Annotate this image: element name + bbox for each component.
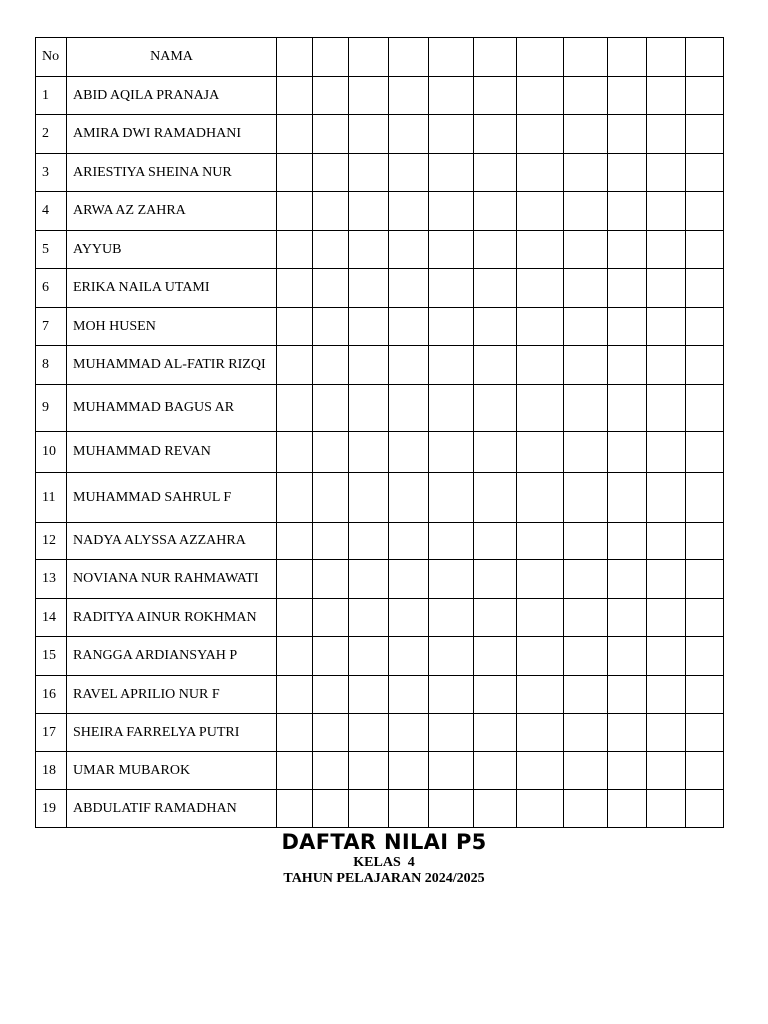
grade-cell: [517, 676, 564, 714]
grade-cell: [277, 560, 313, 599]
grade-cell: [429, 77, 474, 115]
grade-cell: [389, 473, 429, 523]
table-row: [36, 637, 724, 676]
grade-cell: [686, 523, 724, 560]
grade-cell: [647, 192, 686, 231]
table-row: [36, 269, 724, 308]
grade-cell: [474, 231, 517, 269]
grade-cell: [686, 385, 724, 432]
table-row: [36, 231, 724, 269]
grade-cell: [608, 523, 647, 560]
student-number: 5: [36, 231, 67, 269]
table-row: [36, 676, 724, 714]
student-number: 1: [36, 77, 67, 115]
grade-cell: [277, 432, 313, 473]
grade-cell: [608, 432, 647, 473]
table-row: [36, 308, 724, 346]
student-number: 6: [36, 269, 67, 308]
grade-cell: [313, 154, 349, 192]
grade-cell: [608, 676, 647, 714]
header-blank-cell: [517, 38, 564, 77]
grade-cell: [517, 599, 564, 637]
header-blank-cell: [389, 38, 429, 77]
grade-cell: [349, 599, 389, 637]
grade-cell: [349, 154, 389, 192]
student-number: 12: [36, 523, 67, 560]
grade-cell: [429, 308, 474, 346]
grade-cell: [564, 714, 608, 752]
grade-cell: [647, 308, 686, 346]
grade-cell: [647, 523, 686, 560]
grade-cell: [277, 269, 313, 308]
table-row: [36, 473, 724, 523]
grade-cell: [686, 473, 724, 523]
student-number: 4: [36, 192, 67, 231]
student-name: ABDULATIF RAMADHAN: [67, 790, 277, 828]
grade-cell: [686, 346, 724, 385]
grade-cell: [564, 346, 608, 385]
grade-cell: [686, 308, 724, 346]
grade-cell: [608, 231, 647, 269]
header-blank-cell: [647, 38, 686, 77]
grade-cell: [564, 676, 608, 714]
student-number: 14: [36, 599, 67, 637]
grade-cell: [517, 473, 564, 523]
grade-cell: [389, 599, 429, 637]
grade-cell: [429, 231, 474, 269]
grade-cell: [429, 115, 474, 154]
grade-cell: [517, 432, 564, 473]
grade-cell: [313, 77, 349, 115]
grade-cell: [474, 432, 517, 473]
grade-cell: [313, 752, 349, 790]
grade-cell: [686, 599, 724, 637]
grade-cell: [429, 714, 474, 752]
table-row: [36, 752, 724, 790]
grade-cell: [608, 115, 647, 154]
grade-cell: [313, 790, 349, 828]
grade-cell: [349, 752, 389, 790]
grade-cell: [389, 637, 429, 676]
student-number: 18: [36, 752, 67, 790]
grade-cell: [349, 308, 389, 346]
grade-cell: [474, 560, 517, 599]
header-blank-cell: [349, 38, 389, 77]
grade-cell: [517, 752, 564, 790]
grade-cell: [517, 790, 564, 828]
grade-cell: [429, 637, 474, 676]
document-title: DAFTAR NILAI P5: [281, 830, 487, 854]
grade-cell: [389, 676, 429, 714]
grade-cell: [564, 231, 608, 269]
grade-cell: [474, 523, 517, 560]
school-year-label: TAHUN PELAJARAN 2024/2025: [283, 871, 485, 886]
grade-cell: [277, 790, 313, 828]
grade-cell: [389, 115, 429, 154]
student-name: ARIESTIYA SHEINA NUR: [67, 154, 277, 192]
grade-cell: [429, 599, 474, 637]
grade-cell: [517, 269, 564, 308]
table-row: [36, 599, 724, 637]
student-name: RADITYA AINUR ROKHMAN: [67, 599, 277, 637]
grade-cell: [389, 790, 429, 828]
header-blank-cell: [277, 38, 313, 77]
grade-cell: [389, 560, 429, 599]
grade-cell: [564, 523, 608, 560]
grade-cell: [474, 77, 517, 115]
grade-cell: [686, 231, 724, 269]
student-number: 17: [36, 714, 67, 752]
grade-cell: [429, 790, 474, 828]
student-name: MUHAMMAD BAGUS AR: [67, 385, 277, 432]
student-number: 13: [36, 560, 67, 599]
grade-cell: [313, 115, 349, 154]
grade-cell: [313, 676, 349, 714]
header-blank-cell: [608, 38, 647, 77]
grade-cell: [313, 599, 349, 637]
grade-cell: [349, 637, 389, 676]
grade-cell: [429, 432, 474, 473]
student-number: 8: [36, 346, 67, 385]
grade-cell: [313, 473, 349, 523]
grade-cell: [474, 154, 517, 192]
grade-cell: [349, 523, 389, 560]
grade-cell: [474, 714, 517, 752]
grade-cell: [686, 560, 724, 599]
grade-cell: [474, 308, 517, 346]
header-blank-cell: [313, 38, 349, 77]
table-row: [36, 115, 724, 154]
grade-cell: [517, 77, 564, 115]
grade-cell: [608, 752, 647, 790]
grade-cell: [608, 269, 647, 308]
student-number: 19: [36, 790, 67, 828]
grade-cell: [647, 154, 686, 192]
grade-cell: [313, 269, 349, 308]
student-number: 3: [36, 154, 67, 192]
grade-cell: [389, 432, 429, 473]
student-name: SHEIRA FARRELYA PUTRI: [67, 714, 277, 752]
grade-cell: [277, 523, 313, 560]
grade-cell: [389, 523, 429, 560]
student-name: MOH HUSEN: [67, 308, 277, 346]
grade-cell: [564, 192, 608, 231]
grade-cell: [608, 192, 647, 231]
grade-cell: [277, 473, 313, 523]
grade-cell: [277, 714, 313, 752]
grade-cell: [389, 714, 429, 752]
grade-cell: [313, 192, 349, 231]
grade-cell: [564, 154, 608, 192]
student-number: 2: [36, 115, 67, 154]
grade-cell: [517, 115, 564, 154]
grade-cell: [429, 473, 474, 523]
grade-cell: [564, 308, 608, 346]
grade-cell: [517, 523, 564, 560]
grade-cell: [517, 637, 564, 676]
grade-cell: [474, 115, 517, 154]
grade-cell: [313, 714, 349, 752]
grade-cell: [647, 790, 686, 828]
grade-cell: [608, 154, 647, 192]
student-name: ERIKA NAILA UTAMI: [67, 269, 277, 308]
grade-cell: [608, 637, 647, 676]
student-number: 16: [36, 676, 67, 714]
grade-cell: [349, 346, 389, 385]
student-name: MUHAMMAD REVAN: [67, 432, 277, 473]
grade-cell: [474, 269, 517, 308]
grade-cell: [429, 676, 474, 714]
grade-cell: [277, 637, 313, 676]
student-name: NOVIANA NUR RAHMAWATI: [67, 560, 277, 599]
header-blank-cell: [686, 38, 724, 77]
student-name: AYYUB: [67, 231, 277, 269]
grade-cell: [389, 308, 429, 346]
grade-cell: [313, 308, 349, 346]
grade-cell: [647, 676, 686, 714]
grade-cell: [564, 473, 608, 523]
student-name: MUHAMMAD AL-FATIR RIZQI: [67, 346, 277, 385]
grade-cell: [608, 346, 647, 385]
student-number: 10: [36, 432, 67, 473]
grade-cell: [474, 752, 517, 790]
student-name: NADYA ALYSSA AZZAHRA: [67, 523, 277, 560]
grade-cell: [389, 154, 429, 192]
grade-cell: [389, 77, 429, 115]
student-number: 15: [36, 637, 67, 676]
grade-cell: [608, 385, 647, 432]
grade-cell: [389, 231, 429, 269]
grade-cell: [389, 192, 429, 231]
grade-cell: [647, 346, 686, 385]
table-row: [36, 790, 724, 828]
grade-cell: [608, 308, 647, 346]
grade-cell: [277, 752, 313, 790]
grade-cell: [389, 346, 429, 385]
header-no: No: [36, 38, 67, 77]
grade-cell: [647, 269, 686, 308]
grade-cell: [564, 269, 608, 308]
grade-cell: [349, 714, 389, 752]
grade-cell: [313, 432, 349, 473]
grade-cell: [429, 560, 474, 599]
grade-cell: [517, 560, 564, 599]
grade-cell: [277, 346, 313, 385]
student-number: 7: [36, 308, 67, 346]
grade-cell: [313, 385, 349, 432]
grade-cell: [277, 231, 313, 269]
grade-cell: [474, 637, 517, 676]
grade-cell: [647, 637, 686, 676]
table-row: [36, 432, 724, 473]
grade-cell: [517, 192, 564, 231]
table-row: [36, 77, 724, 115]
grade-cell: [608, 714, 647, 752]
grade-cell: [647, 231, 686, 269]
grade-cell: [517, 231, 564, 269]
grade-cell: [564, 432, 608, 473]
grade-cell: [564, 637, 608, 676]
grade-cell: [474, 192, 517, 231]
grade-cell: [474, 385, 517, 432]
grade-cell: [686, 154, 724, 192]
grade-cell: [686, 192, 724, 231]
table-row: [36, 714, 724, 752]
grade-cell: [608, 473, 647, 523]
header-nama: NAMA: [67, 38, 277, 77]
student-name: RANGGA ARDIANSYAH P: [67, 637, 277, 676]
grade-cell: [429, 269, 474, 308]
grade-cell: [647, 714, 686, 752]
grade-cell: [474, 599, 517, 637]
grade-cell: [564, 115, 608, 154]
student-number: 11: [36, 473, 67, 523]
grade-cell: [686, 752, 724, 790]
grade-cell: [349, 432, 389, 473]
grade-cell: [474, 790, 517, 828]
grade-cell: [277, 676, 313, 714]
student-name: UMAR MUBAROK: [67, 752, 277, 790]
grade-cell: [608, 599, 647, 637]
grade-cell: [564, 790, 608, 828]
grade-cell: [647, 560, 686, 599]
grade-cell: [429, 523, 474, 560]
grade-cell: [313, 523, 349, 560]
grade-cell: [389, 752, 429, 790]
grade-cell: [608, 790, 647, 828]
grade-cell: [474, 676, 517, 714]
grade-cell: [313, 231, 349, 269]
grade-cell: [564, 385, 608, 432]
student-name: MUHAMMAD SAHRUL F: [67, 473, 277, 523]
grade-cell: [517, 714, 564, 752]
student-name: ARWA AZ ZAHRA: [67, 192, 277, 231]
grade-cell: [313, 560, 349, 599]
grade-cell: [389, 269, 429, 308]
grade-cell: [647, 599, 686, 637]
grade-cell: [349, 560, 389, 599]
grade-cell: [429, 192, 474, 231]
grade-cell: [349, 115, 389, 154]
header-blank-cell: [429, 38, 474, 77]
student-number: 9: [36, 385, 67, 432]
grade-cell: [686, 790, 724, 828]
grade-cell: [349, 473, 389, 523]
grade-cell: [647, 77, 686, 115]
grade-cell: [647, 752, 686, 790]
grade-cell: [608, 77, 647, 115]
grade-cell: [349, 192, 389, 231]
grade-cell: [429, 752, 474, 790]
student-name: AMIRA DWI RAMADHANI: [67, 115, 277, 154]
grade-cell: [517, 154, 564, 192]
table-row: [36, 385, 724, 432]
grade-cell: [686, 432, 724, 473]
grade-cell: [686, 77, 724, 115]
grade-cell: [686, 637, 724, 676]
student-name: RAVEL APRILIO NUR F: [67, 676, 277, 714]
grade-cell: [277, 192, 313, 231]
grade-cell: [564, 752, 608, 790]
student-name: ABID AQILA PRANAJA: [67, 77, 277, 115]
grade-cell: [277, 77, 313, 115]
grade-cell: [564, 560, 608, 599]
header-blank-cell: [564, 38, 608, 77]
grade-cell: [277, 154, 313, 192]
grade-cell: [564, 599, 608, 637]
table-row: [36, 192, 724, 231]
grade-cell: [313, 637, 349, 676]
grade-cell: [349, 77, 389, 115]
class-label: KELAS 4: [353, 855, 415, 870]
grade-cell: [647, 432, 686, 473]
table-row: [36, 154, 724, 192]
grade-cell: [313, 346, 349, 385]
grade-cell: [647, 115, 686, 154]
grade-cell: [517, 346, 564, 385]
grade-cell: [349, 269, 389, 308]
grade-table: [35, 37, 724, 828]
grade-cell: [647, 473, 686, 523]
grade-cell: [686, 269, 724, 308]
grade-cell: [429, 346, 474, 385]
grade-cell: [277, 385, 313, 432]
grade-cell: [517, 385, 564, 432]
grade-cell: [389, 385, 429, 432]
header-row: [36, 38, 724, 77]
grade-cell: [349, 385, 389, 432]
grade-cell: [277, 308, 313, 346]
grade-cell: [517, 308, 564, 346]
grade-cell: [429, 385, 474, 432]
grade-cell: [564, 77, 608, 115]
grade-cell: [686, 676, 724, 714]
grade-cell: [277, 599, 313, 637]
grade-cell: [608, 560, 647, 599]
table-row: [36, 523, 724, 560]
table-row: [36, 346, 724, 385]
grade-cell: [349, 676, 389, 714]
table-row: [36, 560, 724, 599]
grade-cell: [686, 115, 724, 154]
header-blank-cell: [474, 38, 517, 77]
grade-cell: [647, 385, 686, 432]
grade-cell: [474, 473, 517, 523]
grade-cell: [474, 346, 517, 385]
grade-cell: [349, 231, 389, 269]
grade-cell: [277, 115, 313, 154]
grade-cell: [429, 154, 474, 192]
grade-cell: [349, 790, 389, 828]
grade-cell: [686, 714, 724, 752]
